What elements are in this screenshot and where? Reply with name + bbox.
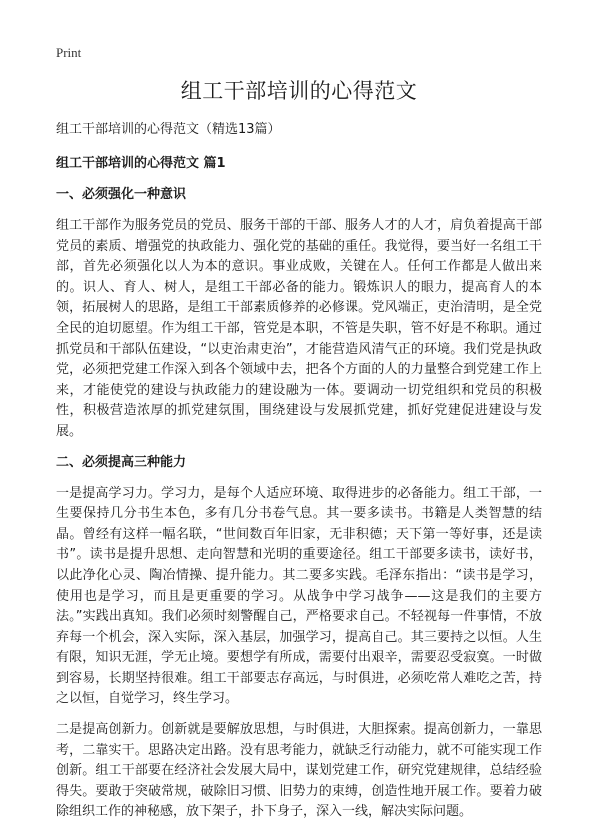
page-title: 组工干部培训的心得范文 xyxy=(180,79,418,103)
section-heading-2: 二、必须提高三种能力 xyxy=(56,454,187,470)
print-link[interactable]: Print xyxy=(56,45,82,60)
document-subtitle: 组工干部培训的心得范文（精选13篇） xyxy=(56,122,281,137)
paragraph: 二是提高创新力。创新就是要解放思想，与时俱进，大胆探索。提高创新力，一靠思考，二靠实干。思路决定出路。没有思考能力，就缺乏行动能力，就不可能实现工作创新。组工干部要在经济社会发展大局中，谋划党建工作，研究党建规律，总结经验得失。要敢于突破常规，破除旧习惯、旧势力的束缚，创造性地开展工作。要着力破除组织工作的神秘感，放下架子，扑下身子，深入一线，解决实际问题。 xyxy=(56,722,542,820)
paragraph: 组工干部作为服务党员的党员、服务干部的干部、服务人才的人才，肩负着提高干部党员的素质、增强党的执政能力、强化党的基础的重任。我觉得，要当好一名组工干部，首先必须强化以人为本的意识。事业成败，关键在人。任何工作都是人做出来的。识人、育人、树人，是组工干部必备的能力。锻炼识人的眼力，提高育人的本领，拓展树人的思路，是组工干部素质修养的必修课。党风端正，吏治清明，是全党全民的迫切愿望。作为组工干部，管党是本职，不管是失职，管不好是不称职。通过抓党员和干部队伍建设，“以吏治肃吏治”，才能营造风清气正的环境。我们党是执政党，必须把党建工作深入到各个领域中去，把各个方面的人的力量整合到党建工作上来，才能使党的建设与执政能力的建设融为一体。要调动一切党组织和党员的积极性，积极营造浓厚的抓党建氛围，围绕建设与发展抓党建，抓好党建促进建设与发展。 xyxy=(56,218,542,439)
section-heading-1: 一、必须强化一种意识 xyxy=(56,187,187,202)
article-heading: 组工干部培训的心得范文 篇1 xyxy=(56,156,226,171)
paragraph: 一是提高学习力。学习力，是每个人适应环境、取得进步的必备能力。组工干部，一生要保持几分书生本色，多有几分书卷气息。其一要多读书。书籍是人类智慧的结晶。曾经有这样一幅名联，“世间数百年旧家，无非积德；天下第一等好事，还是读书”。读书是提升思想、走向智慧和光明的重要途径。组工干部要多读书，读好书，以此净化心灵、陶冶情操、提升能力。其二要多实践。毛泽东指出：“读书是学习，使用也是学习，而且是更重要的学习。从战争中学习战争——这是我们的主要方法。”实践出真知。我们必须时刻警醒自己，严格要求自己。不轻视每一件事情，不放弃每一个机会，深入实际，深入基层，加强学习，提高自己。其三要持之以恒。人生有限，知识无涯，学无止境。要想学有所成，需要付出艰辛，需要忍受寂寞。一时做到容易，长期坚持很难。组工干部要志存高远，与时俱进，必须吃常人难吃之苦，持之以恒，自觉学习，终生学习。 xyxy=(56,485,542,707)
